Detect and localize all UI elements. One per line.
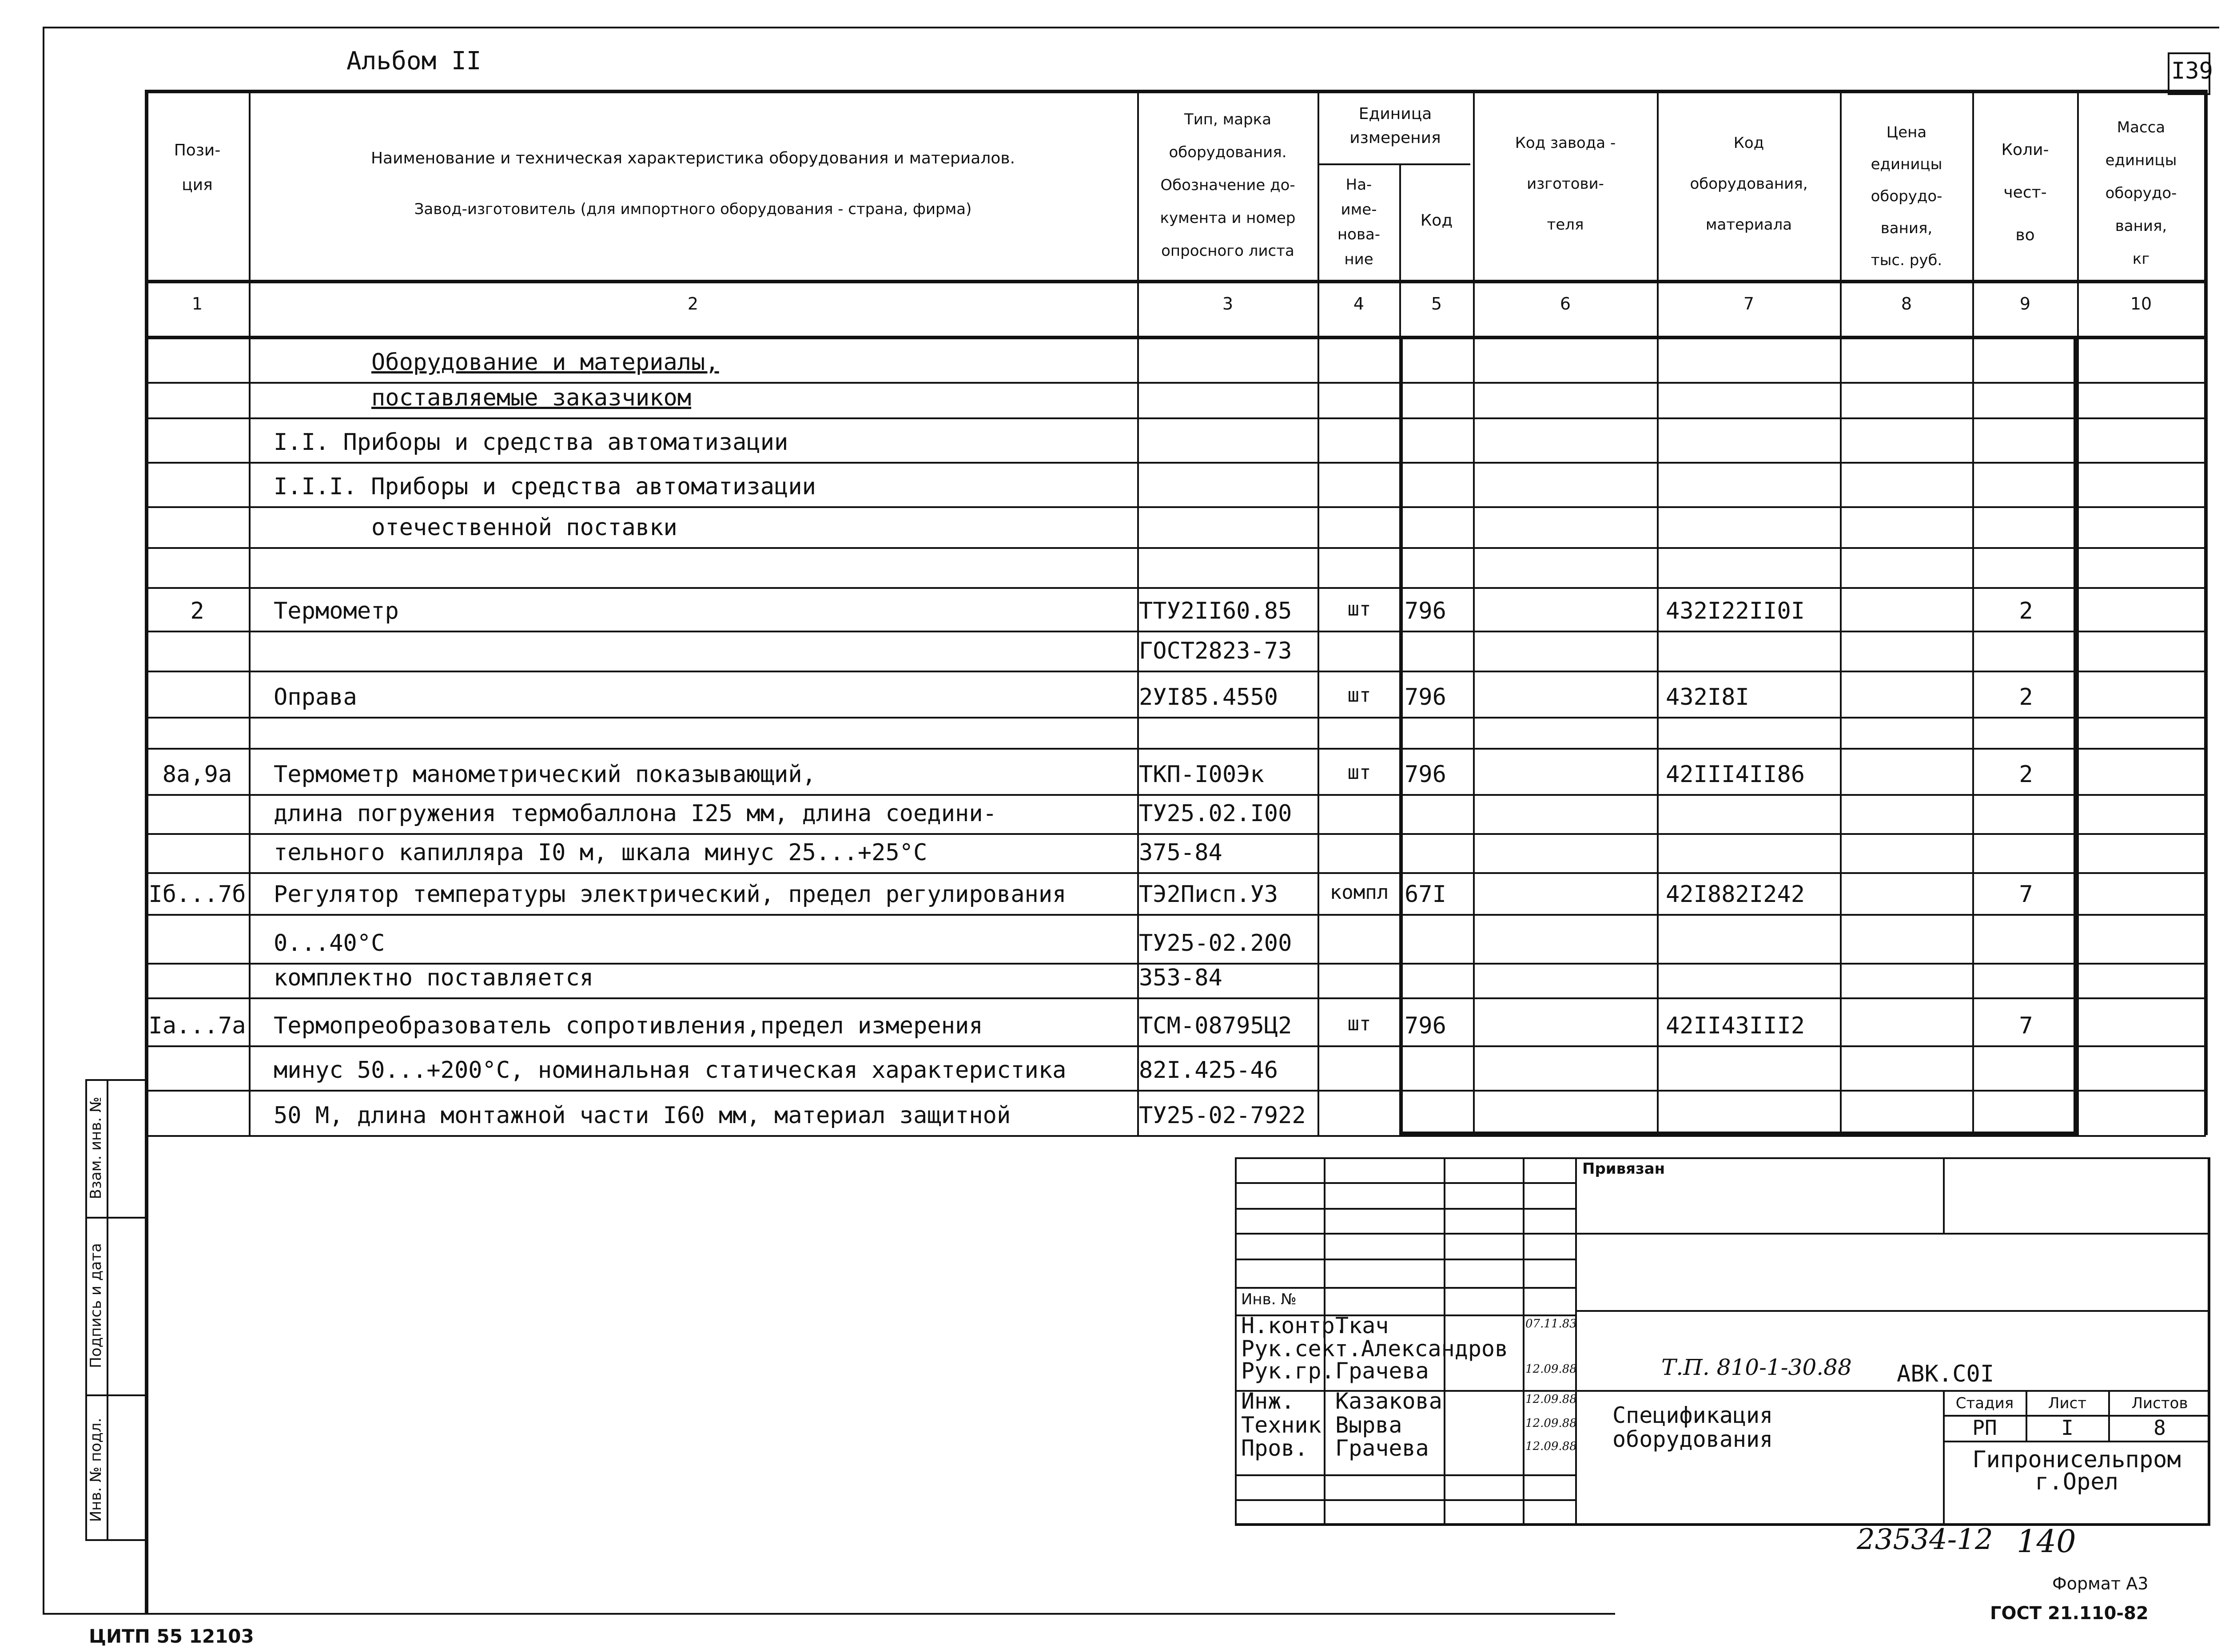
staff-name: Грачева [1335, 1358, 1429, 1384]
col-line-1 [249, 90, 251, 1135]
table-cell-type: 2УI85.4550 [1139, 684, 1278, 711]
table-cell-name: тельного капилляра I0 м, шкала минус 25...+25°С [274, 839, 927, 866]
table-cell-equip_code: 42I882I242 [1666, 881, 1805, 908]
frame-top [43, 27, 2219, 28]
stamp-v6 [1943, 1390, 1945, 1526]
inv-no-label: Инв. № [1241, 1291, 1297, 1308]
staff-name: Грачева [1335, 1435, 1429, 1461]
table-cell-type: ТУ25.02.I00 [1139, 800, 1292, 827]
colnum-9: 9 [2019, 294, 2031, 314]
citp-label: ЦИТП 55 12103 [89, 1625, 254, 1647]
table-cell-unit: компл [1329, 881, 1389, 904]
sheets-label: Листов [2131, 1394, 2188, 1412]
privyazan-label: Привязан [1582, 1160, 1665, 1178]
row-divider [145, 833, 2206, 835]
colnum-1: 1 [191, 294, 203, 314]
stage-value: РП [1972, 1416, 1997, 1440]
album-title: Альбом II [346, 47, 482, 75]
org-name: Гипронисельпром г.Орел [1972, 1446, 2181, 1495]
handwritten-page: 140 [2017, 1523, 2076, 1560]
stamp-h0 [1235, 1157, 2210, 1159]
table-cell-type: ТСМ-08795Ц2 [1139, 1013, 1292, 1039]
side-strip-right [145, 1079, 147, 1541]
table-cell-qty: 2 [2019, 598, 2033, 624]
stamp-h5 [1235, 1287, 1577, 1289]
table-cell-type: ТКП-I00Эк [1139, 761, 1264, 788]
header-name-line1: Наименование и техническая характеристика оборудования и материалов. [370, 149, 1015, 167]
sheet-value: I [2061, 1416, 2074, 1440]
header-name-line2: Завод-изготовитель (для импортного оборудования - страна, фирма) [414, 200, 972, 218]
table-cell-unit: шт [1347, 1013, 1371, 1035]
side-strip-inner [107, 1079, 108, 1541]
colnum-6: 6 [1560, 294, 1571, 314]
row-divider [145, 671, 2206, 672]
stamp-v0 [1235, 1157, 1237, 1526]
page-number: I39 [2171, 58, 2213, 84]
row-divider [145, 717, 2206, 719]
col-line-10 [2204, 90, 2208, 1135]
table-cell-pos: 8а,9а [162, 761, 232, 788]
row-divider [145, 872, 2206, 874]
table-cell-code: 67I [1405, 881, 1446, 908]
staff-role: Н.контр. [1241, 1313, 1348, 1338]
table-cell-type: ТТУ2II60.85 [1139, 598, 1292, 624]
stamp-h11 [1943, 1441, 2210, 1442]
gost-label: ГОСТ 21.110-82 [1990, 1603, 2149, 1624]
stamp-h6b [1575, 1310, 2210, 1312]
table-cell-name: I.I.I. Приборы и средства автоматизации [274, 473, 816, 500]
row-divider [145, 462, 2206, 464]
table-cell-type: 353-84 [1139, 965, 1222, 991]
table-cell-name: Регулятор температуры электрический, предел регулирования [274, 881, 1067, 908]
staff-name: Александров [1361, 1336, 1509, 1362]
staff-name: Ткач [1335, 1313, 1389, 1338]
stamp-v5 [1943, 1157, 1945, 1233]
table-cell-unit: шт [1347, 761, 1371, 784]
stamp-h8 [1235, 1474, 1577, 1476]
table-cell-name: 50 М, длина монтажной части I60 мм, материал защитной [274, 1102, 1011, 1129]
side-label-podpis: Подпись и дата [87, 1243, 105, 1368]
staff-date: 12.09.88 [1525, 1393, 1577, 1406]
staff-date: 12.09.88 [1525, 1440, 1577, 1453]
table-cell-type: 375-84 [1139, 839, 1222, 866]
stamp-h3 [1235, 1233, 2210, 1235]
header-equip-code: Код оборудования, материала [1690, 134, 1808, 234]
row-divider [145, 914, 2206, 916]
side-strip-div2 [85, 1394, 147, 1396]
table-cell-unit: шт [1347, 684, 1371, 707]
table-cell-pos: 2 [190, 598, 204, 624]
header-unit-group: Единица измерения [1349, 105, 1441, 147]
table-cell-equip_code: 432I22II0I [1666, 598, 1805, 624]
table-cell-name: Термометр [274, 598, 399, 624]
stamp-v3 [1523, 1157, 1524, 1526]
format-label: Формат А3 [2052, 1574, 2149, 1593]
row-divider [145, 997, 2206, 999]
staff-role: Рук.гр. [1241, 1358, 1335, 1384]
table-cell-code: 796 [1405, 761, 1446, 788]
table-cell-type: ГОСТ2823-73 [1139, 638, 1292, 664]
table-cell-name: поставляемые заказчиком [371, 385, 692, 411]
stamp-h2 [1235, 1208, 1577, 1210]
row-divider [145, 1045, 2206, 1047]
stamp-h1 [1235, 1182, 1577, 1184]
stamp-h4 [1235, 1259, 1577, 1260]
table-cell-name: комплектно поставляется [274, 965, 594, 991]
header-qty: Коли- чест- во [2001, 141, 2049, 244]
header-mass: Масса единицы оборудо- вания, кг [2105, 119, 2177, 268]
table-cell-qty: 7 [2019, 1013, 2033, 1039]
table-cell-qty: 2 [2019, 684, 2033, 711]
table-cell-name: Оправа [274, 684, 357, 711]
colnum-4: 4 [1353, 294, 1365, 314]
header-unit-name: На- име- нова- ние [1337, 176, 1381, 268]
header-type: Тип, марка оборудования. Обозначение до- кумента и номер опросного листа [1160, 111, 1296, 260]
staff-date: 07.11.83 [1525, 1317, 1577, 1330]
colnum-3: 3 [1222, 294, 1234, 314]
project-code: Т.П. 810-1-30.88 [1661, 1354, 1852, 1380]
staff-role: Инж. [1241, 1388, 1295, 1414]
table-bottom-line [145, 1135, 2206, 1137]
table-cell-equip_code: 42II43III2 [1666, 1013, 1805, 1039]
row-divider [145, 417, 2206, 419]
staff-role: Техник [1241, 1412, 1321, 1438]
table-cell-name: длина погружения термобаллона I25 мм, длина соедини- [274, 800, 997, 827]
row-divider [145, 547, 2206, 549]
colnum-5: 5 [1431, 294, 1442, 314]
side-strip-div1 [85, 1217, 147, 1219]
table-cell-type: 82I.425-46 [1139, 1057, 1278, 1084]
row-divider [145, 631, 2206, 632]
side-strip-top [85, 1079, 147, 1081]
table-cell-equip_code: 42III4II86 [1666, 761, 1805, 788]
table-cell-equip_code: 432I8I [1666, 684, 1749, 711]
table-cell-name: Термометр манометрический показывающий, [274, 761, 816, 788]
unit-group-divider [1319, 163, 1470, 165]
table-cell-code: 796 [1405, 1013, 1446, 1039]
table-cell-type: ТЭ2Писп.У3 [1139, 881, 1278, 908]
side-label-inv-podl: Инв. № подл. [87, 1418, 105, 1522]
staff-name: Казакова [1335, 1388, 1442, 1414]
frame-left [43, 27, 44, 1614]
doc-code: АВК.С0I [1897, 1361, 1994, 1387]
table-cell-name: отечественной поставки [371, 514, 677, 541]
header-price: Цена единицы оборудо- вания, тыс. руб. [1871, 123, 1942, 269]
table-cell-name: минус 50...+200°С, номинальная статическая характеристика [274, 1057, 1067, 1084]
staff-name: Вырва [1335, 1412, 1402, 1438]
stage-label: Стадия [1955, 1394, 2014, 1412]
row-divider [145, 1090, 2206, 1092]
header-unit-code: Код [1420, 211, 1453, 230]
stamp-v8 [2108, 1390, 2110, 1441]
table-cell-qty: 7 [2019, 881, 2033, 908]
table-cell-code: 796 [1405, 598, 1446, 624]
table-cell-type: ТУ25-02-7922 [1139, 1102, 1306, 1129]
table-cell-type: ТУ25-02.200 [1139, 930, 1292, 957]
table-cell-qty: 2 [2019, 761, 2033, 788]
header-plant-code: Код завода - изготови- теля [1515, 134, 1616, 234]
staff-date: 12.09.88 [1525, 1362, 1577, 1376]
frame-bottom [43, 1613, 1615, 1615]
table-cell-name: Оборудование и материалы, [371, 349, 719, 376]
row-divider [145, 382, 2206, 384]
header-position: Пози- ция [174, 141, 221, 194]
colnum-7: 7 [1743, 294, 1755, 314]
table-top-line [145, 90, 2206, 93]
table-cell-pos: Iа...7а [148, 1013, 246, 1039]
table-cell-name: 0...40°С [274, 930, 385, 957]
table-cell-code: 796 [1405, 684, 1446, 711]
sheets-value: 8 [2153, 1416, 2166, 1440]
stamp-v4 [1575, 1157, 1577, 1526]
table-cell-name: I.I. Приборы и средства автоматизации [274, 429, 788, 456]
table-cell-name: Термопреобразователь сопротивления,предел измерения [274, 1013, 983, 1039]
staff-date: 12.09.88 [1525, 1417, 1577, 1430]
colnum-10: 10 [2130, 294, 2152, 314]
colnum-2: 2 [687, 294, 699, 314]
sheet-label: Лист [2048, 1394, 2087, 1412]
staff-role: Пров. [1241, 1435, 1308, 1461]
row-divider [145, 587, 2206, 589]
staff-role: Рук.сект. [1241, 1336, 1361, 1362]
table-cell-pos: Iб...7б [148, 881, 246, 908]
side-strip-bottom [85, 1539, 147, 1541]
stamp-v7 [2026, 1390, 2027, 1441]
handwritten-number: 23534-12 [1857, 1523, 1993, 1556]
row-divider [145, 794, 2206, 796]
table-cell-unit: шт [1347, 598, 1371, 620]
row-divider [145, 506, 2206, 508]
colnum-8: 8 [1901, 294, 1912, 314]
doc-title: Спецификация оборудования [1612, 1402, 1773, 1452]
header-bottom-line [145, 280, 2206, 283]
stamp-h9 [1235, 1499, 1577, 1501]
row-divider [145, 748, 2206, 750]
side-label-vzam: Взам. инв. № [87, 1096, 105, 1199]
